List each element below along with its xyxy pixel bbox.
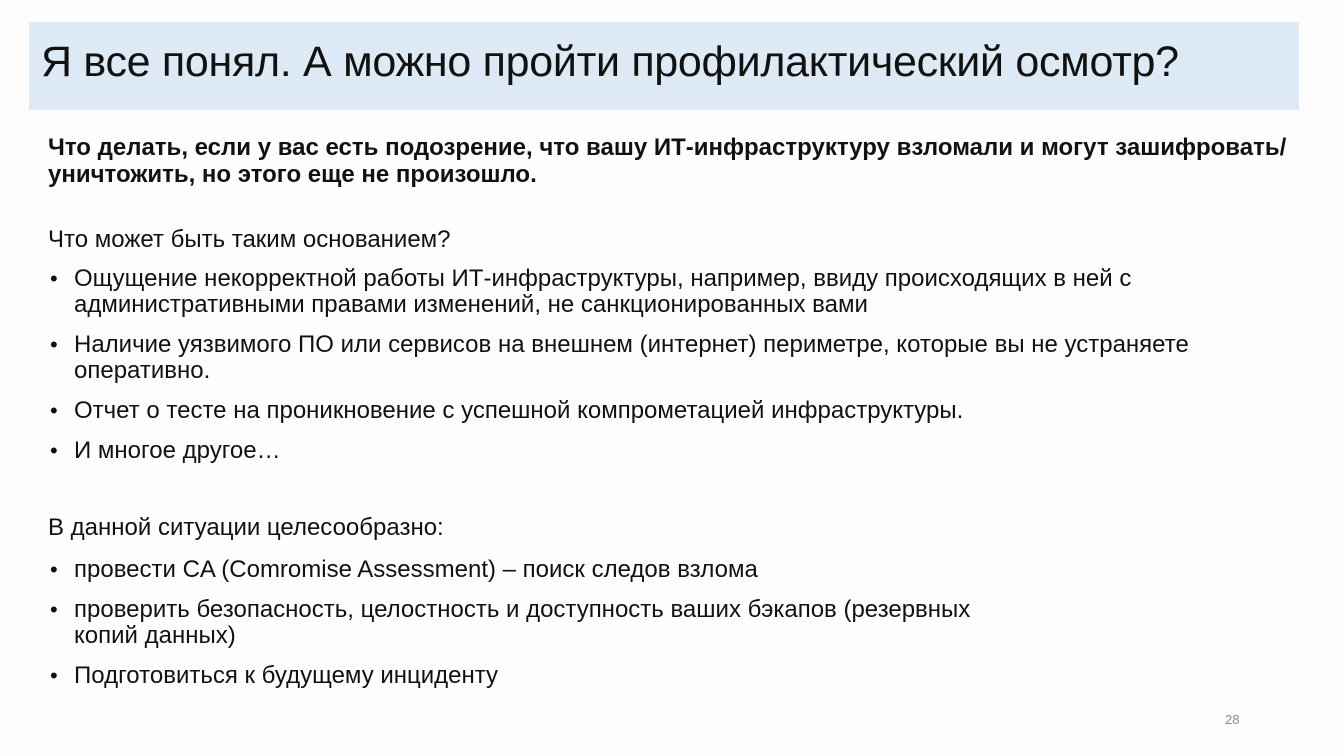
bullet-icon: •: [50, 597, 58, 622]
slide-title: Я все понял. А можно пройти профилактический осмотр?: [41, 38, 1179, 86]
list-item-text: провести CA (Comromise Assessment) – поиск следов взлома: [74, 556, 758, 583]
reasons-list: [48, 266, 1318, 478]
list-item-text: Отчет о тесте на проникновение с успешной компрометацией инфраструктуры.: [74, 397, 964, 424]
section-heading-actions: В данной ситуации целесообразно:: [48, 514, 444, 541]
list-item-text: проверить безопасность, целостность и доступность ваших бэкапов (резервных копий данных): [74, 596, 971, 649]
bullet-icon: •: [50, 557, 58, 582]
bullet-icon: •: [50, 266, 58, 291]
list-item: [48, 597, 1318, 649]
bullet-icon: •: [50, 332, 58, 357]
list-item: [48, 266, 1318, 318]
actions-list: [48, 557, 1318, 703]
bullet-icon: •: [50, 398, 58, 423]
list-item-text: Подготовиться к будущему инциденту: [74, 662, 499, 689]
list-item-text: Наличие уязвимого ПО или сервисов на внешнем (интернет) периметре, которые вы не устраняете оперативно.: [74, 331, 1189, 384]
bullet-icon: •: [50, 663, 58, 688]
list-item-text: Ощущение некорректной работы ИТ-инфраструктуры, например, ввиду происходящих в ней с административными правами изменений, не санкционированных вами: [74, 265, 1132, 318]
list-item: [48, 438, 1318, 464]
page-number: 28: [1225, 712, 1240, 727]
section-heading-reasons: Что может быть таким основанием?: [48, 226, 451, 253]
list-item-text: И многое другое…: [74, 437, 281, 464]
list-item: [48, 557, 1318, 583]
list-item: [48, 663, 1318, 689]
list-item: [48, 332, 1318, 384]
lead-paragraph: Что делать, если у вас есть подозрение, что вашу ИТ-инфраструктуру взломали и могут зашифровать/уничтожить, но этого еще не произошло.: [48, 134, 1287, 188]
title-bar: [29, 22, 1299, 110]
list-item: [48, 398, 1318, 424]
bullet-icon: •: [50, 438, 58, 463]
